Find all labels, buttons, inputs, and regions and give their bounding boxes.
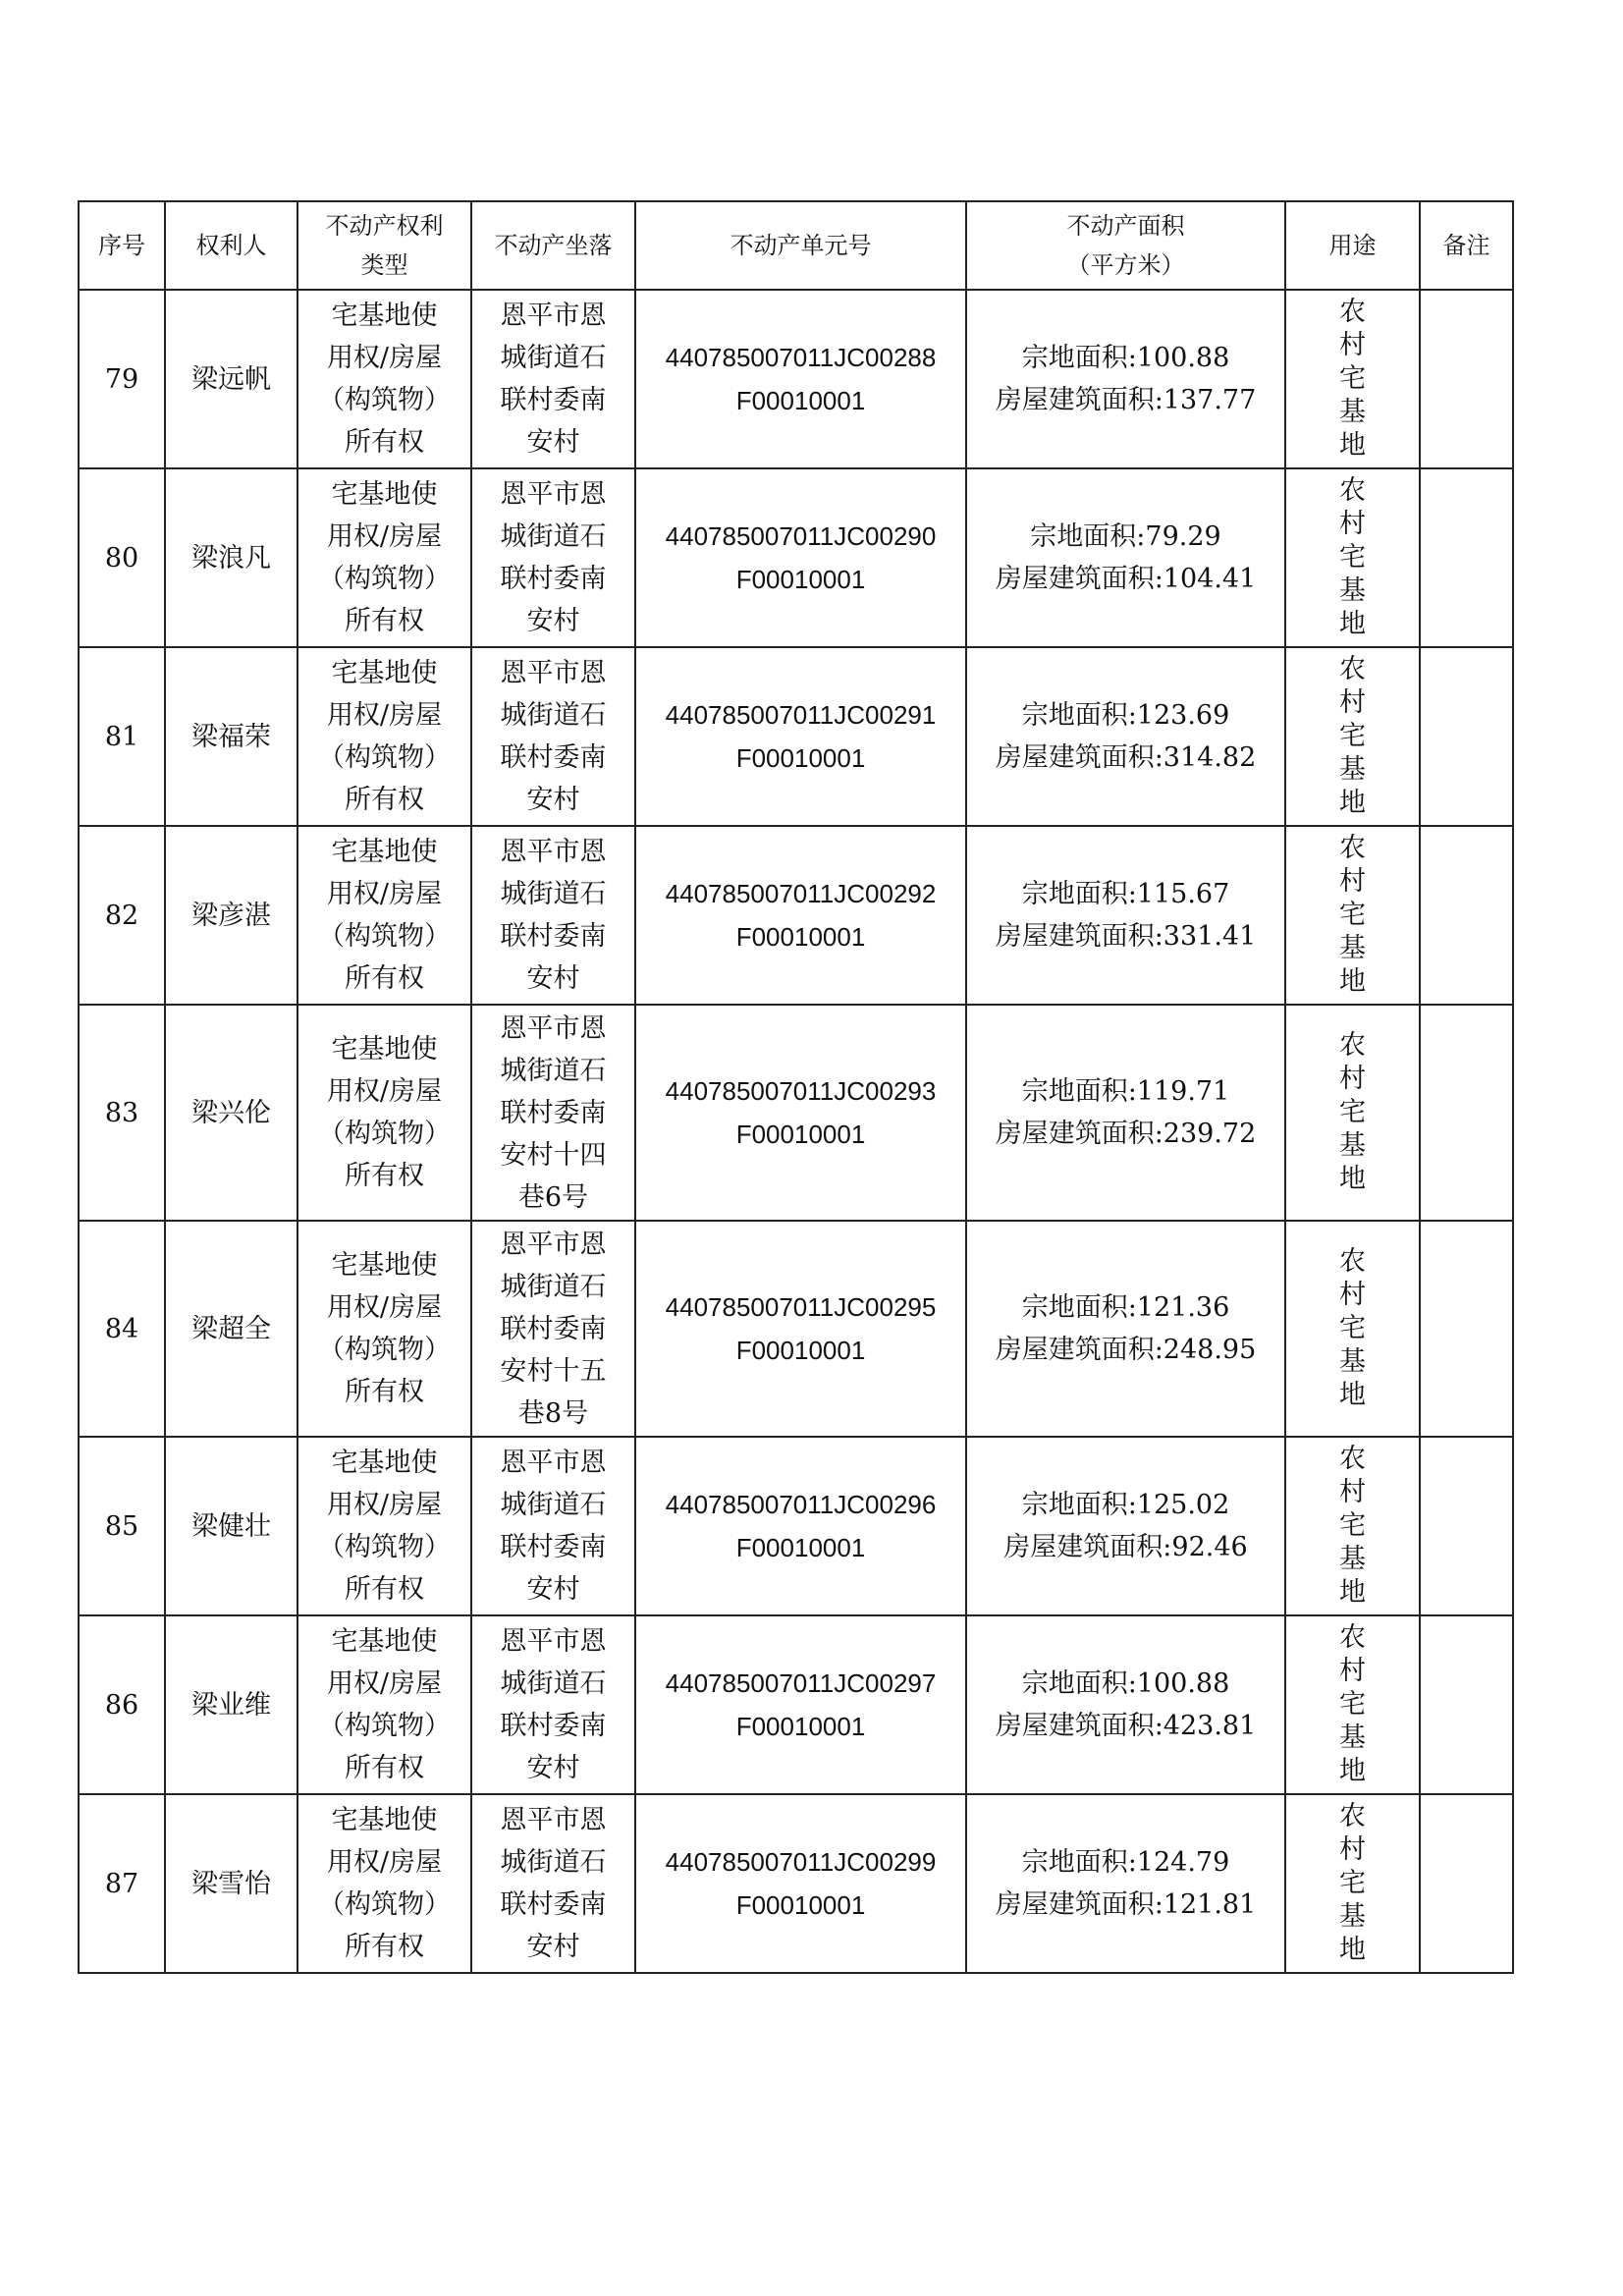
cell-unit-no <box>635 1005 966 1221</box>
cell-line: 440785007011JC00292 <box>665 879 937 908</box>
cell-line: 恩平市恩 <box>500 1229 607 1260</box>
cell-remark <box>1420 647 1513 826</box>
cell-line: 村 <box>1339 687 1366 718</box>
cell-location <box>471 826 635 1005</box>
cell-usage <box>1285 1437 1420 1615</box>
table-row <box>79 1221 1513 1437</box>
cell-line: 农 <box>1339 1622 1366 1653</box>
cell-holder: 梁彦湛 <box>165 826 298 1005</box>
cell-line: 恩平市恩 <box>500 479 607 510</box>
cell-line: 所有权 <box>345 785 424 815</box>
header-row <box>79 201 1513 290</box>
cell-line: 恩平市恩 <box>500 658 607 688</box>
cell-line: 基 <box>1339 1722 1366 1753</box>
cell-line: 联村委南 <box>500 1097 607 1128</box>
cell-remark <box>1420 1221 1513 1437</box>
cell-line: 联村委南 <box>500 742 607 773</box>
header-seq: 序号 <box>79 201 165 290</box>
cell-line: 城街道石 <box>500 1847 607 1878</box>
cell-line: 安村十五 <box>500 1355 607 1387</box>
cell-line: 联村委南 <box>500 1532 607 1562</box>
header-unit-no: 不动产单元号 <box>635 201 966 290</box>
building-area: 房屋建筑面积:314.82 <box>995 742 1257 773</box>
cell-area <box>966 468 1285 647</box>
cell-holder: 梁雪怡 <box>165 1794 298 1973</box>
cell-seq: 86 <box>79 1615 165 1794</box>
cell-line: 基 <box>1339 397 1366 427</box>
cell-line: 440785007011JC00293 <box>665 1076 937 1106</box>
cell-line: 用权/房屋 <box>326 343 443 373</box>
cell-line: 农 <box>1339 475 1366 506</box>
cell-area <box>966 1005 1285 1221</box>
land-area: 宗地面积:124.79 <box>1021 1847 1230 1878</box>
cell-line: 440785007011JC00290 <box>665 521 937 551</box>
cell-unit-no <box>635 1221 966 1437</box>
cell-line: （构筑物） <box>318 1711 451 1741</box>
cell-location <box>471 290 635 468</box>
cell-line: 巷6号 <box>517 1181 589 1213</box>
cell-line: 宅基地使 <box>331 1626 438 1657</box>
cell-line: 宅基地使 <box>331 1448 438 1478</box>
cell-line: （构筑物） <box>318 1532 451 1562</box>
cell-line: 农 <box>1339 1801 1366 1831</box>
cell-line: 联村委南 <box>500 921 607 952</box>
header-area-line1: 不动产面积 <box>1066 212 1185 240</box>
cell-area <box>966 1221 1285 1437</box>
cell-usage <box>1285 1221 1420 1437</box>
building-area: 房屋建筑面积:331.41 <box>995 921 1257 952</box>
cell-seq: 82 <box>79 826 165 1005</box>
cell-line: 所有权 <box>345 606 424 636</box>
header-usage: 用途 <box>1285 201 1420 290</box>
cell-line: 安村 <box>526 427 580 458</box>
cell-right-type <box>298 1437 471 1615</box>
cell-area <box>966 290 1285 468</box>
cell-unit-no <box>635 826 966 1005</box>
cell-line: 城街道石 <box>500 343 607 373</box>
cell-line: 城街道石 <box>500 1055 607 1086</box>
building-area: 房屋建筑面积:92.46 <box>1003 1532 1248 1562</box>
building-area: 房屋建筑面积:239.72 <box>995 1119 1257 1149</box>
cell-area <box>966 1794 1285 1973</box>
cell-location <box>471 1437 635 1615</box>
cell-line: （构筑物） <box>318 1889 451 1920</box>
cell-line: 基 <box>1339 575 1366 606</box>
land-area: 宗地面积:123.69 <box>1021 700 1230 731</box>
cell-line: 基 <box>1339 754 1366 785</box>
cell-line: 440785007011JC00296 <box>665 1490 937 1519</box>
cell-line: 宅 <box>1339 542 1366 573</box>
cell-line: 安村十四 <box>500 1139 607 1171</box>
cell-line: 村 <box>1339 1064 1366 1094</box>
cell-unit-no <box>635 468 966 647</box>
cell-line: 农 <box>1339 1444 1366 1474</box>
cell-remark <box>1420 826 1513 1005</box>
cell-line: 地 <box>1339 788 1366 818</box>
cell-seq: 81 <box>79 647 165 826</box>
cell-holder: 梁超全 <box>165 1221 298 1437</box>
building-area: 房屋建筑面积:121.81 <box>995 1889 1257 1920</box>
cell-line: F00010001 <box>735 922 866 952</box>
cell-line: 地 <box>1339 1935 1366 1965</box>
table-row <box>79 1615 1513 1794</box>
cell-line: （构筑物） <box>318 1119 451 1149</box>
cell-line: 联村委南 <box>500 1889 607 1920</box>
cell-line: 农 <box>1339 297 1366 327</box>
cell-line: 宅基地使 <box>331 837 438 867</box>
cell-line: F00010001 <box>735 1712 866 1741</box>
cell-holder: 梁业维 <box>165 1615 298 1794</box>
cell-location <box>471 1221 635 1437</box>
cell-line: 安村 <box>526 963 580 994</box>
header-remark: 备注 <box>1420 201 1513 290</box>
cell-line: 基 <box>1339 1130 1366 1161</box>
cell-area <box>966 647 1285 826</box>
cell-location <box>471 647 635 826</box>
cell-seq: 80 <box>79 468 165 647</box>
cell-line: 宅基地使 <box>331 1250 438 1281</box>
cell-right-type <box>298 468 471 647</box>
cell-line: 宅基地使 <box>331 658 438 688</box>
header-area <box>966 201 1285 290</box>
cell-line: 用权/房屋 <box>326 1847 443 1878</box>
table-row <box>79 1005 1513 1221</box>
cell-seq: 85 <box>79 1437 165 1615</box>
cell-line: 用权/房屋 <box>326 1292 443 1323</box>
cell-right-type <box>298 1615 471 1794</box>
land-area: 宗地面积:121.36 <box>1021 1292 1230 1323</box>
cell-line: 宅 <box>1339 721 1366 751</box>
cell-line: F00010001 <box>735 1533 866 1562</box>
cell-seq: 87 <box>79 1794 165 1973</box>
cell-line: 地 <box>1339 1756 1366 1786</box>
cell-remark <box>1420 290 1513 468</box>
cell-line: 宅 <box>1339 1510 1366 1541</box>
table-row <box>79 1437 1513 1615</box>
cell-usage <box>1285 1005 1420 1221</box>
cell-line: F00010001 <box>735 1336 866 1365</box>
cell-line: 所有权 <box>345 427 424 458</box>
cell-line: 用权/房屋 <box>326 521 443 552</box>
cell-unit-no <box>635 647 966 826</box>
cell-line: 安村 <box>526 785 580 815</box>
cell-seq: 79 <box>79 290 165 468</box>
cell-line: 宅 <box>1339 900 1366 930</box>
cell-line: 村 <box>1339 330 1366 360</box>
cell-line: F00010001 <box>735 565 866 594</box>
land-area: 宗地面积:100.88 <box>1021 1668 1230 1699</box>
cell-line: 所有权 <box>345 963 424 994</box>
cell-line: 宅 <box>1339 1097 1366 1127</box>
header-right-type-line1: 不动产权利 <box>325 212 444 240</box>
cell-holder: 梁浪凡 <box>165 468 298 647</box>
cell-line: 所有权 <box>345 1932 424 1962</box>
table-row <box>79 647 1513 826</box>
cell-line: 用权/房屋 <box>326 1076 443 1107</box>
header-right-type-line2: 类型 <box>360 251 408 279</box>
cell-right-type <box>298 290 471 468</box>
cell-line: （构筑物） <box>318 742 451 773</box>
cell-holder: 梁兴伦 <box>165 1005 298 1221</box>
cell-line: 城街道石 <box>500 1271 607 1302</box>
cell-unit-no <box>635 290 966 468</box>
cell-area <box>966 826 1285 1005</box>
cell-line: 农 <box>1339 833 1366 863</box>
cell-location <box>471 1005 635 1221</box>
cell-usage <box>1285 1615 1420 1794</box>
cell-right-type <box>298 826 471 1005</box>
land-area: 宗地面积:125.02 <box>1021 1490 1230 1520</box>
cell-line: F00010001 <box>735 1890 866 1920</box>
cell-line: （构筑物） <box>318 921 451 952</box>
cell-line: 地 <box>1339 430 1366 461</box>
cell-unit-no <box>635 1615 966 1794</box>
cell-line: 城街道石 <box>500 879 607 909</box>
building-area: 房屋建筑面积:248.95 <box>995 1335 1257 1365</box>
cell-usage <box>1285 468 1420 647</box>
cell-area <box>966 1615 1285 1794</box>
cell-line: 恩平市恩 <box>500 1626 607 1657</box>
building-area: 房屋建筑面积:137.77 <box>995 385 1257 415</box>
cell-line: 所有权 <box>345 1377 424 1407</box>
cell-line: 地 <box>1339 1164 1366 1194</box>
cell-line: 村 <box>1339 866 1366 897</box>
cell-line: 农 <box>1339 1030 1366 1061</box>
cell-right-type <box>298 1005 471 1221</box>
cell-line: （构筑物） <box>318 385 451 415</box>
header-right-type <box>298 201 471 290</box>
cell-line: 440785007011JC00295 <box>665 1292 937 1322</box>
cell-line: 宅 <box>1339 363 1366 394</box>
cell-line: 用权/房屋 <box>326 700 443 731</box>
cell-remark <box>1420 1615 1513 1794</box>
cell-line: 安村 <box>526 1574 580 1605</box>
cell-line: 宅 <box>1339 1868 1366 1898</box>
cell-holder: 梁健壮 <box>165 1437 298 1615</box>
cell-line: （构筑物） <box>318 564 451 594</box>
cell-holder: 梁福荣 <box>165 647 298 826</box>
land-area: 宗地面积:115.67 <box>1021 879 1230 909</box>
cell-line: 地 <box>1339 1577 1366 1608</box>
cell-line: 恩平市恩 <box>500 301 607 331</box>
cell-line: 宅 <box>1339 1689 1366 1720</box>
cell-line: 安村 <box>526 1932 580 1962</box>
land-area: 宗地面积:100.88 <box>1021 343 1230 373</box>
cell-line: 城街道石 <box>500 1668 607 1699</box>
cell-line: 基 <box>1339 1346 1366 1377</box>
cell-line: 联村委南 <box>500 564 607 594</box>
cell-line: 基 <box>1339 933 1366 963</box>
cell-line: 基 <box>1339 1901 1366 1932</box>
cell-line: 地 <box>1339 1380 1366 1410</box>
cell-line: F00010001 <box>735 743 866 773</box>
cell-usage <box>1285 290 1420 468</box>
cell-line: 恩平市恩 <box>500 1805 607 1835</box>
cell-line: 联村委南 <box>500 1711 607 1741</box>
land-area: 宗地面积:119.71 <box>1021 1076 1230 1107</box>
cell-line: 440785007011JC00291 <box>665 700 937 730</box>
cell-location <box>471 468 635 647</box>
property-register-table <box>78 200 1514 1974</box>
cell-right-type <box>298 1221 471 1437</box>
cell-line: 宅基地使 <box>331 301 438 331</box>
cell-usage <box>1285 1794 1420 1973</box>
cell-line: 城街道石 <box>500 700 607 731</box>
cell-line: 所有权 <box>345 1574 424 1605</box>
cell-location <box>471 1794 635 1973</box>
cell-line: 安村 <box>526 1753 580 1783</box>
cell-area <box>966 1437 1285 1615</box>
cell-line: 农 <box>1339 1246 1366 1277</box>
cell-holder: 梁远帆 <box>165 290 298 468</box>
cell-line: 恩平市恩 <box>500 1012 607 1044</box>
cell-line: （构筑物） <box>318 1335 451 1365</box>
cell-line: 巷8号 <box>517 1397 589 1429</box>
cell-line: 村 <box>1339 1834 1366 1865</box>
cell-usage <box>1285 826 1420 1005</box>
table-row <box>79 290 1513 468</box>
cell-line: 地 <box>1339 609 1366 639</box>
cell-line: 村 <box>1339 1477 1366 1507</box>
cell-remark <box>1420 1437 1513 1615</box>
cell-line: 440785007011JC00288 <box>665 343 937 372</box>
cell-line: 用权/房屋 <box>326 1490 443 1520</box>
cell-line: 宅基地使 <box>331 1034 438 1065</box>
cell-line: 宅 <box>1339 1313 1366 1343</box>
cell-remark <box>1420 468 1513 647</box>
cell-line: 城街道石 <box>500 521 607 552</box>
cell-line: 440785007011JC00297 <box>665 1668 937 1698</box>
cell-line: 440785007011JC00299 <box>665 1847 937 1877</box>
cell-unit-no <box>635 1437 966 1615</box>
cell-line: 宅基地使 <box>331 1805 438 1835</box>
header-holder: 权利人 <box>165 201 298 290</box>
cell-right-type <box>298 1794 471 1973</box>
cell-location <box>471 1615 635 1794</box>
cell-line: F00010001 <box>735 1120 866 1149</box>
cell-line: 恩平市恩 <box>500 837 607 867</box>
cell-line: 用权/房屋 <box>326 1668 443 1699</box>
cell-line: 村 <box>1339 509 1366 539</box>
cell-line: 村 <box>1339 1656 1366 1686</box>
cell-remark <box>1420 1005 1513 1221</box>
cell-line: 所有权 <box>345 1161 424 1191</box>
cell-seq: 84 <box>79 1221 165 1437</box>
cell-unit-no <box>635 1794 966 1973</box>
header-location: 不动产坐落 <box>471 201 635 290</box>
table-row <box>79 1794 1513 1973</box>
table-row <box>79 826 1513 1005</box>
cell-line: 恩平市恩 <box>500 1448 607 1478</box>
cell-line: 宅基地使 <box>331 479 438 510</box>
land-area: 宗地面积:79.29 <box>1030 521 1221 552</box>
header-area-line2: （平方米） <box>1066 251 1185 279</box>
building-area: 房屋建筑面积:423.81 <box>995 1711 1257 1741</box>
cell-remark <box>1420 1794 1513 1973</box>
building-area: 房屋建筑面积:104.41 <box>995 564 1257 594</box>
cell-line: 联村委南 <box>500 385 607 415</box>
cell-right-type <box>298 647 471 826</box>
cell-line: 城街道石 <box>500 1490 607 1520</box>
cell-line: 用权/房屋 <box>326 879 443 909</box>
cell-usage <box>1285 647 1420 826</box>
cell-line: 基 <box>1339 1544 1366 1574</box>
cell-line: 安村 <box>526 606 580 636</box>
cell-line: 地 <box>1339 966 1366 997</box>
cell-line: 村 <box>1339 1280 1366 1310</box>
table-row <box>79 468 1513 647</box>
cell-line: F00010001 <box>735 386 866 415</box>
cell-line: 联村委南 <box>500 1313 607 1344</box>
cell-seq: 83 <box>79 1005 165 1221</box>
cell-line: 所有权 <box>345 1753 424 1783</box>
cell-line: 农 <box>1339 654 1366 684</box>
